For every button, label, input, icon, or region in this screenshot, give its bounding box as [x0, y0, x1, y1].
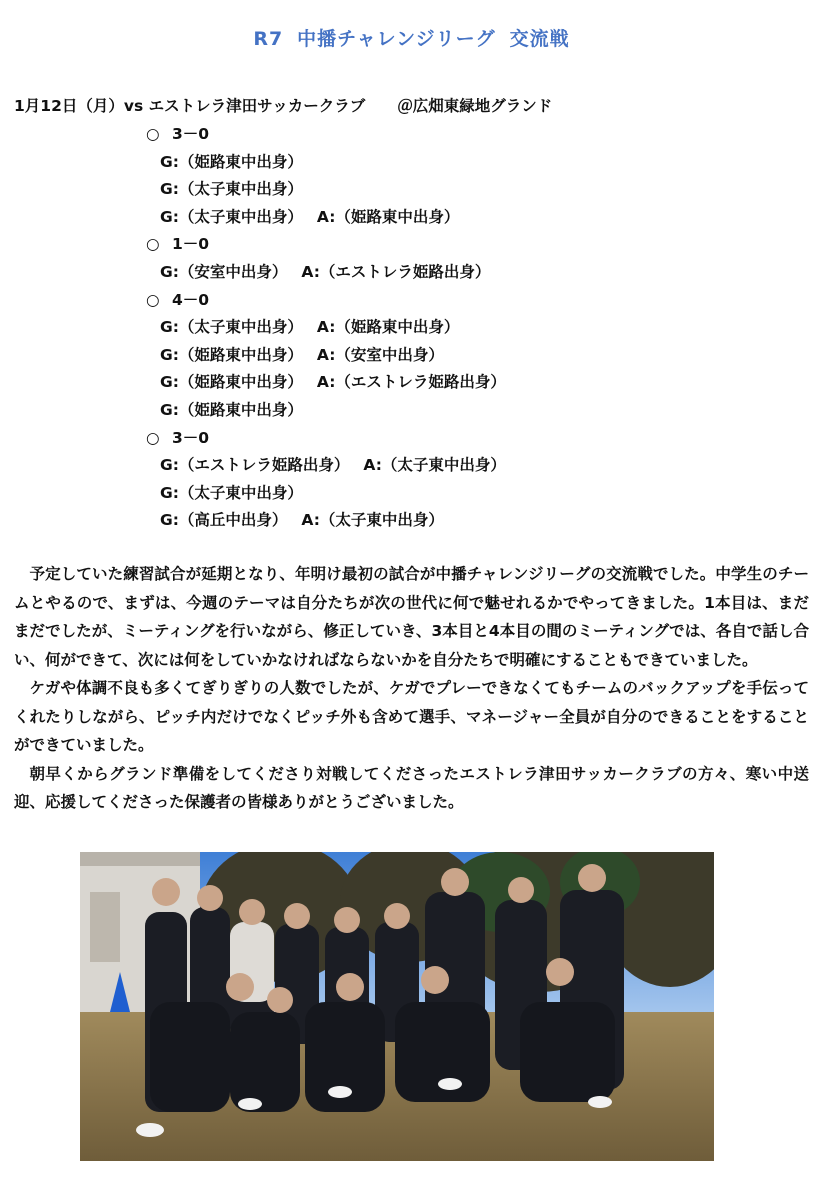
score-value: 4－0	[172, 290, 210, 309]
title-event: 中播チャレンジリーグ	[297, 28, 496, 50]
game-score	[146, 231, 506, 259]
match-venue: ＠広畑東緑地グランド	[397, 97, 553, 115]
goal-entry	[146, 314, 506, 342]
game-result	[146, 425, 506, 535]
win-mark: ○	[146, 428, 160, 447]
game-result	[146, 121, 506, 231]
report-paragraph: 予定していた練習試合が延期となり、年明け最初の試合が中播チャレンジリーグの交流戦でした。中学生のチームとやるので、まずは、今週のテーマは自分たちが次の世代に何で魅せれるかでやってきました。1本目は、まだまだでしたが、ミーティングを行いながら、修正していき、3本目と4本目の間のミーティングでは、各自で話し合い、何ができて、次には何をしていかなければならないかを自分たちで明確にすることもできていました。	[14, 565, 809, 669]
goal-scorer: G:（太子東中出身）	[160, 483, 303, 502]
score-value: 1－0	[172, 235, 210, 254]
title-type: 交流戦	[509, 28, 570, 50]
game-result	[146, 287, 506, 425]
goal-assist: A:（姫路東中出身）	[316, 318, 460, 337]
goal-entry	[146, 480, 506, 508]
goal-entry	[146, 397, 506, 425]
goal-scorer: G:（姫路東中出身）	[160, 373, 303, 392]
score-value: 3－0	[172, 428, 210, 447]
goal-scorer: G:（太子東中出身）	[160, 207, 303, 226]
match-report	[14, 560, 809, 817]
game-score	[146, 287, 506, 315]
score-value: 3－0	[172, 125, 210, 143]
goal-scorer: G:（高丘中出身）	[160, 511, 288, 530]
goal-assist: A:（安室中出身）	[316, 345, 444, 364]
goal-assist: A:（エストレラ姫路出身）	[301, 262, 491, 281]
goal-scorer: G:（太子東中出身）	[160, 318, 303, 337]
goal-entry	[146, 204, 506, 232]
page-title	[0, 24, 823, 51]
report-paragraph: ケガや体調不良も多くてぎりぎりの人数でしたが、ケガでプレーできなくてもチームのバックアップを手伝ってくれたりしながら、ピッチ内だけでなくピッチ外も含めて選手、マネージャー全員が自分のできることをすることができていました。	[14, 679, 809, 754]
results-list	[146, 121, 506, 535]
report-paragraph: 朝早くからグランド準備をしてくださり対戦してくださったエストレラ津田サッカークラブの方々、寒い中送迎、応援してくださった保護者の皆様ありがとうございました。	[14, 764, 809, 811]
goal-scorer: G:（姫路東中出身）	[160, 152, 303, 171]
goal-assist: A:（エストレラ姫路出身）	[316, 373, 506, 392]
game-score	[146, 121, 506, 149]
game-score	[146, 425, 506, 453]
goal-entry	[146, 507, 506, 535]
goal-scorer: G:（姫路東中出身）	[160, 400, 303, 419]
goal-assist: A:（太子東中出身）	[301, 511, 444, 530]
goal-entry	[146, 452, 506, 480]
goal-entry	[146, 342, 506, 370]
win-mark: ○	[146, 235, 160, 254]
match-date-opponent: 1月12日（月）vs エストレラ津田サッカークラブ	[14, 97, 366, 115]
game-result	[146, 231, 506, 286]
goal-assist: A:（太子東中出身）	[363, 456, 506, 475]
goal-scorer: G:（太子東中出身）	[160, 180, 303, 199]
match-info	[14, 94, 552, 116]
goal-entry	[146, 149, 506, 177]
win-mark: ○	[146, 290, 160, 309]
goal-entry	[146, 259, 506, 287]
goal-scorer: G:（安室中出身）	[160, 262, 288, 281]
team-photo	[80, 852, 714, 1161]
goal-entry	[146, 176, 506, 204]
title-code: R7	[253, 28, 284, 50]
goal-assist: A:（姫路東中出身）	[316, 207, 460, 226]
win-mark: ○	[146, 125, 160, 143]
goal-scorer: G:（エストレラ姫路出身）	[160, 456, 350, 475]
goal-scorer: G:（姫路東中出身）	[160, 345, 303, 364]
goal-entry	[146, 369, 506, 397]
